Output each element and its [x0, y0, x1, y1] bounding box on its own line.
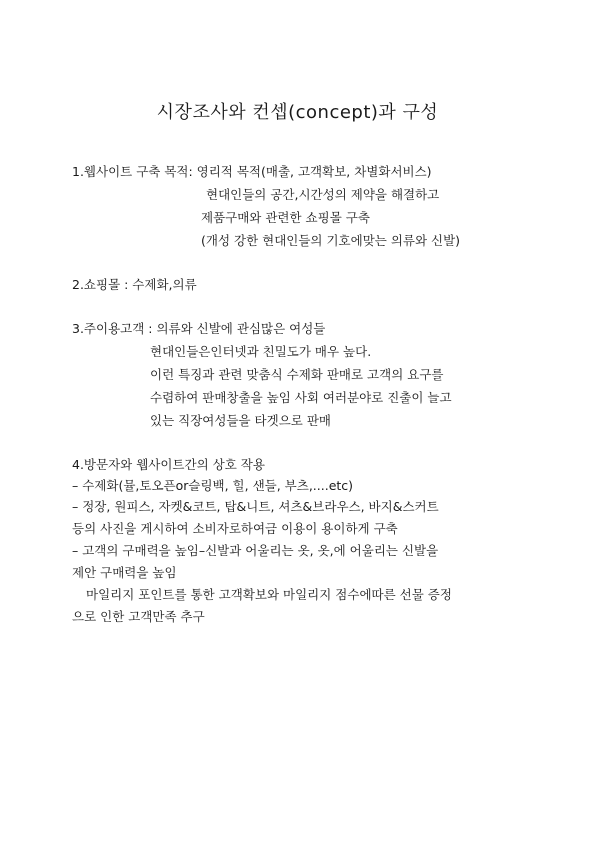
- section4-line-7: 마일리지 포인트를 통한 고객확보와 마일리지 점수에따른 선물 증정: [86, 587, 452, 602]
- section4-line-3: – 정장, 원피스, 자켓&코트, 탑&니트, 셔츠&브라우스, 바지&스커트: [72, 499, 439, 514]
- section4-line-5: – 고객의 구매력을 높임–신발과 어울리는 옷, 옷,에 어울리는 신발을: [72, 543, 439, 558]
- section3-heading: 3.주이용고객 : 의류와 신발에 관심많은 여성들: [72, 321, 326, 336]
- section1-line-3: 제품구매와 관련한 쇼핑몰 구축: [201, 210, 370, 225]
- section1-heading: 1.웹사이트 구축 목적: 영리적 목적(매출, 고객확보, 차별화서비스): [72, 164, 432, 179]
- section4-line-2: – 수제화(뮬,토오픈or슬링백, 힐, 샌들, 부츠,....etc): [72, 478, 354, 493]
- section3-line-3: 이런 특징과 관련 맞춤식 수제화 판매로 고객의 요구를: [150, 367, 444, 382]
- section2-heading: 2.쇼핑몰 : 수제화,의류: [72, 277, 197, 292]
- section1-line-2: 현대인들의 공간,시간성의 제약을 해결하고: [206, 187, 440, 202]
- section3-line-4: 수렴하여 판매창출을 높임 사회 여러분야로 진출이 늘고: [150, 390, 452, 405]
- section4-line-8: 으로 인한 고객만족 추구: [72, 609, 205, 624]
- section4-line-4: 등의 사진을 게시하여 소비자로하여금 이용이 용이하게 구축: [72, 521, 398, 536]
- document-title: 시장조사와 컨셉(concept)과 구성: [156, 102, 439, 123]
- section4-heading: 4.방문자와 웹사이트간의 상호 작용: [72, 457, 265, 472]
- section3-line-5: 있는 직장여성들을 타겟으로 판매: [150, 413, 331, 428]
- section3-line-2: 현대인들은인터넷과 친밀도가 매우 높다.: [150, 344, 372, 359]
- section1-line-4: (개성 강한 현대인들의 기호에맞는 의류와 신발): [201, 233, 461, 248]
- section4-line-6: 제안 구매력을 높임: [72, 565, 177, 580]
